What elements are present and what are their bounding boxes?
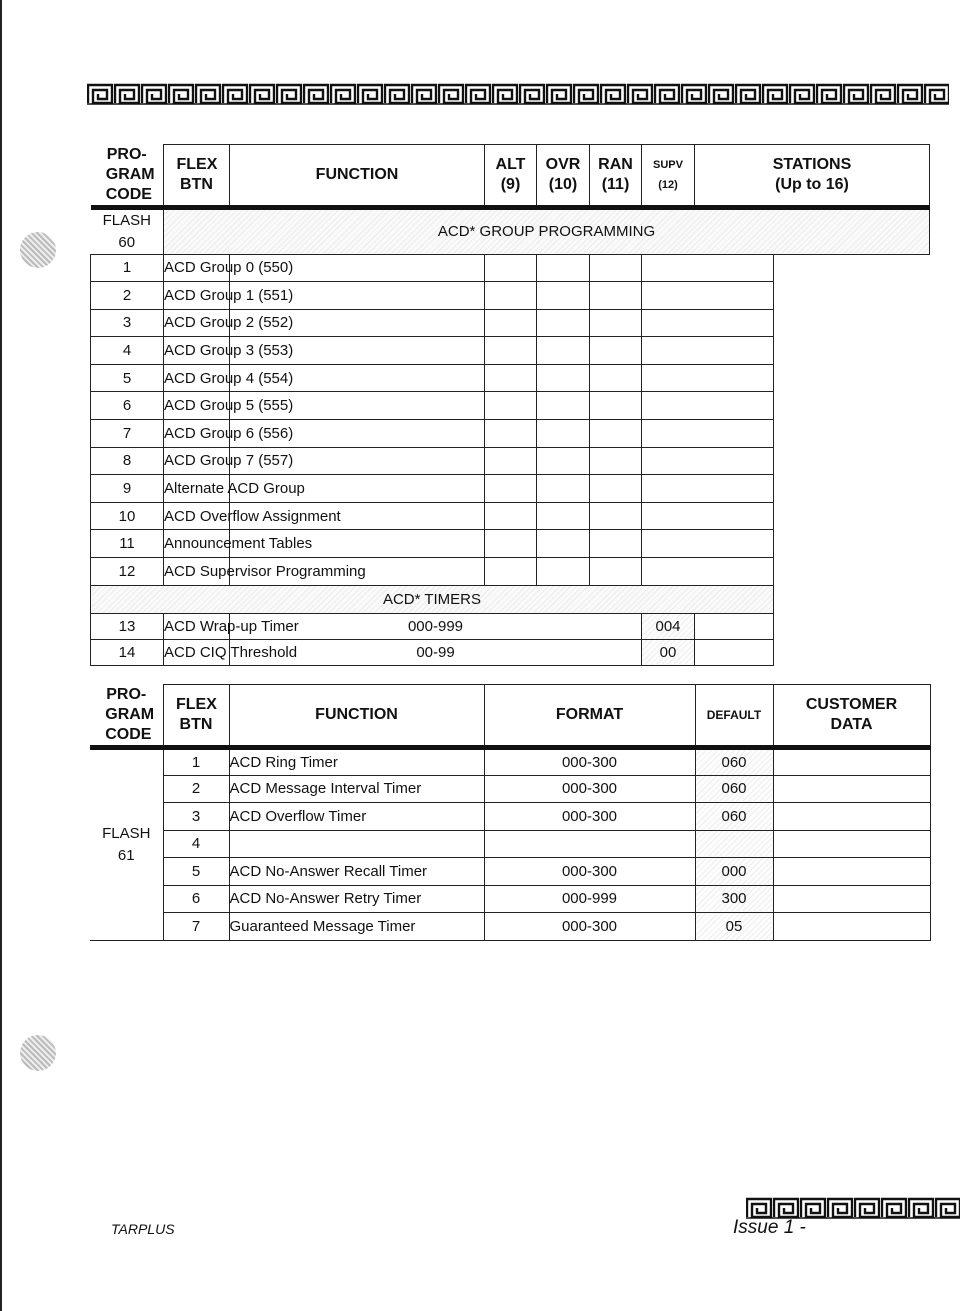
format-cell: 000-300: [484, 775, 695, 803]
default-cell: 060: [695, 748, 773, 776]
table-row: [91, 447, 930, 475]
page-left-rule: [0, 0, 2, 1311]
flash60-table: [90, 144, 930, 666]
ovr-cell: [485, 558, 537, 586]
function-cell: ACD Group 5 (555): [164, 392, 230, 420]
supv-cell: [590, 447, 642, 475]
ran-cell: [537, 502, 590, 530]
function-cell: ACD Group 2 (552): [164, 309, 230, 337]
function-header: FUNCTION: [230, 145, 485, 208]
default-cell: 300: [695, 885, 773, 913]
format-cell: [484, 830, 695, 858]
customer-data-header-label: CUSTOMER DATA: [805, 696, 898, 733]
ovr-cell: [485, 282, 537, 310]
flex-btn-cell: 5: [163, 858, 229, 886]
ovr-cell: [485, 309, 537, 337]
punch-hole-top: [20, 232, 56, 268]
supv-cell: [590, 282, 642, 310]
table-row: [91, 309, 930, 337]
flex-btn-cell: 6: [163, 885, 229, 913]
function-cell: ACD Group 6 (556): [164, 420, 230, 448]
function-cell: ACD Group 4 (554): [164, 364, 230, 392]
ran-cell: [537, 337, 590, 365]
stations-cell: [642, 502, 774, 530]
stations-cell: [642, 254, 774, 282]
ran-cell: [537, 558, 590, 586]
function-cell: ACD No-Answer Retry Timer: [229, 885, 484, 913]
function-cell: ACD Ring Timer: [229, 748, 484, 776]
program-code-header-2-label: PRO-GRAM CODE: [105, 685, 155, 743]
ovr-header-number: (10): [548, 175, 578, 193]
flex-btn-cell: 11: [91, 530, 164, 558]
program-code-flash61: [90, 748, 163, 941]
format-header: FORMAT: [484, 685, 695, 748]
customer-data-header: [773, 685, 930, 748]
ran-cell: [537, 254, 590, 282]
supv-cell: [590, 254, 642, 282]
customer-data-cell: [773, 885, 930, 913]
customer-data-cell: [773, 858, 930, 886]
function-cell: Alternate ACD Group: [164, 475, 230, 503]
ran-header-label: RAN: [598, 155, 633, 173]
function-cell: ACD Supervisor Programming: [164, 558, 230, 586]
default-cell: 05: [695, 913, 773, 941]
stations-header-sub: (Up to 16): [775, 175, 849, 193]
ovr-cell: [485, 392, 537, 420]
supv-cell: [590, 420, 642, 448]
alt-header: [485, 145, 537, 208]
default-cell: 060: [695, 803, 773, 831]
ovr-cell: [485, 254, 537, 282]
stations-cell: [642, 337, 774, 365]
stations-cell: [642, 309, 774, 337]
function-cell: Guaranteed Message Timer: [229, 913, 484, 941]
supv-cell: [590, 364, 642, 392]
stations-cell: [642, 475, 774, 503]
supv-cell: [590, 502, 642, 530]
table-row: [91, 502, 930, 530]
ran-cell: [537, 475, 590, 503]
function-cell: ACD Wrap-up Timer: [164, 613, 230, 639]
stations-cell: [642, 420, 774, 448]
format-cell: 000-300: [484, 803, 695, 831]
greek-key-border-top: [87, 83, 949, 105]
flex-btn-cell: 2: [91, 282, 164, 310]
ovr-cell: [485, 420, 537, 448]
flex-btn-header: [164, 145, 230, 208]
flex-btn-cell: 7: [163, 913, 229, 941]
supv-header: [642, 145, 695, 208]
ovr-cell: [485, 337, 537, 365]
default-cell: 00: [642, 639, 695, 665]
flex-btn-cell: 1: [91, 254, 164, 282]
ran-cell: [537, 447, 590, 475]
flex-btn-cell: 7: [91, 420, 164, 448]
ran-cell: [537, 530, 590, 558]
flex-btn-cell: 1: [163, 748, 229, 776]
ovr-cell: [485, 364, 537, 392]
ran-cell: [537, 420, 590, 448]
format-cell: 00-99: [230, 639, 642, 665]
table-row: [90, 803, 930, 831]
flex-btn-cell: 13: [91, 613, 164, 639]
flex-btn-header-label: FLEX BTN: [176, 155, 218, 193]
table-row: [91, 392, 930, 420]
supv-header-label: SUPV: [653, 158, 683, 171]
flex-btn-cell: 5: [91, 364, 164, 392]
supv-cell: [590, 392, 642, 420]
supv-cell: [590, 337, 642, 365]
function-header-2: FUNCTION: [229, 685, 484, 748]
flash61-table: [90, 684, 931, 941]
function-cell: ACD Group 7 (557): [164, 447, 230, 475]
format-cell: 000-300: [484, 913, 695, 941]
flex-btn-cell: 3: [163, 803, 229, 831]
stations-cell: [642, 530, 774, 558]
table-row: [91, 282, 930, 310]
program-code-header: [91, 145, 164, 208]
ran-cell: [537, 282, 590, 310]
ovr-cell: [485, 475, 537, 503]
function-cell: [229, 830, 484, 858]
flex-btn-cell: 4: [91, 337, 164, 365]
supv-cell: [590, 475, 642, 503]
flex-btn-cell: 2: [163, 775, 229, 803]
customer-data-cell: [695, 639, 774, 665]
program-code-value: FLASH 60: [102, 211, 151, 251]
ran-cell: [537, 392, 590, 420]
format-cell: 000-300: [484, 858, 695, 886]
table-row: [91, 475, 930, 503]
flex-btn-cell: 12: [91, 558, 164, 586]
flex-btn-cell: 4: [163, 830, 229, 858]
table-row: [90, 830, 930, 858]
customer-data-cell: [773, 775, 930, 803]
function-cell: ACD Message Interval Timer: [229, 775, 484, 803]
table-row: [91, 639, 930, 665]
flex-btn-cell: 14: [91, 639, 164, 665]
customer-data-cell: [695, 613, 774, 639]
flex-btn-cell: 3: [91, 309, 164, 337]
ran-header-number: (11): [601, 175, 630, 193]
program-code-value: FLASH 61: [102, 824, 151, 864]
supv-cell: [590, 558, 642, 586]
stations-cell: [642, 282, 774, 310]
format-cell: 000-300: [484, 748, 695, 776]
flex-btn-cell: 9: [91, 475, 164, 503]
footer-product: TARPLUS: [111, 1221, 175, 1237]
ran-cell: [537, 309, 590, 337]
flex-btn-cell: 6: [91, 392, 164, 420]
function-cell: ACD Overflow Timer: [229, 803, 484, 831]
alt-header-number: (9): [500, 175, 521, 193]
flex-btn-cell: 8: [91, 447, 164, 475]
stations-cell: [642, 392, 774, 420]
default-cell: [695, 830, 773, 858]
table-row: [91, 337, 930, 365]
stations-cell: [642, 364, 774, 392]
program-code-header-label: PRO-GRAM CODE: [105, 145, 155, 203]
section-acd-group-programming: ACD* GROUP PROGRAMMING: [164, 207, 930, 254]
customer-data-cell: [773, 748, 930, 776]
table-row: [90, 858, 930, 886]
function-cell: ACD No-Answer Recall Timer: [229, 858, 484, 886]
format-cell: 000-999: [230, 613, 642, 639]
format-cell: 000-999: [484, 885, 695, 913]
table-row: [91, 364, 930, 392]
supv-cell: [590, 530, 642, 558]
default-cell: 004: [642, 613, 695, 639]
customer-data-cell: [773, 913, 930, 941]
function-cell: ACD Overflow Assignment: [164, 502, 230, 530]
function-cell: ACD CIQ Threshold: [164, 639, 230, 665]
table-row: [91, 254, 930, 282]
flex-btn-cell: 10: [91, 502, 164, 530]
table-row: [91, 530, 930, 558]
table-row: [91, 613, 930, 639]
default-header: DEFAULT: [695, 685, 773, 748]
stations-cell: [642, 447, 774, 475]
stations-cell: [642, 558, 774, 586]
default-cell: 060: [695, 775, 773, 803]
ovr-header: [537, 145, 590, 208]
table-row: [90, 885, 930, 913]
program-code-flash60: [91, 207, 164, 254]
punch-hole-bottom: [20, 1035, 56, 1071]
stations-header: [695, 145, 930, 208]
table-row: [91, 420, 930, 448]
default-cell: 000: [695, 858, 773, 886]
table-row: [91, 558, 930, 586]
supv-header-number: (12): [658, 178, 678, 191]
program-code-header-2: [90, 685, 163, 748]
function-cell: Announcement Tables: [164, 530, 230, 558]
function-cell: ACD Group 1 (551): [164, 282, 230, 310]
supv-cell: [590, 309, 642, 337]
greek-key-border-bottom: [746, 1197, 960, 1219]
ovr-cell: [485, 447, 537, 475]
ovr-cell: [485, 502, 537, 530]
customer-data-cell: [773, 803, 930, 831]
alt-header-label: ALT: [495, 155, 526, 173]
footer-issue: Issue 1 -: [733, 1217, 806, 1238]
ran-header: [590, 145, 642, 208]
flex-btn-header-2-label: FLEX BTN: [176, 696, 217, 733]
ovr-header-label: OVR: [545, 155, 581, 173]
table-row: [90, 913, 930, 941]
section-acd-timers: ACD* TIMERS: [91, 585, 774, 613]
table-row: [90, 775, 930, 803]
customer-data-cell: [773, 830, 930, 858]
table-row: [90, 748, 930, 776]
ran-cell: [537, 364, 590, 392]
flex-btn-header-2: [163, 685, 229, 748]
stations-header-label: STATIONS: [772, 155, 852, 173]
ovr-cell: [485, 530, 537, 558]
function-cell: ACD Group 0 (550): [164, 254, 230, 282]
function-cell: ACD Group 3 (553): [164, 337, 230, 365]
